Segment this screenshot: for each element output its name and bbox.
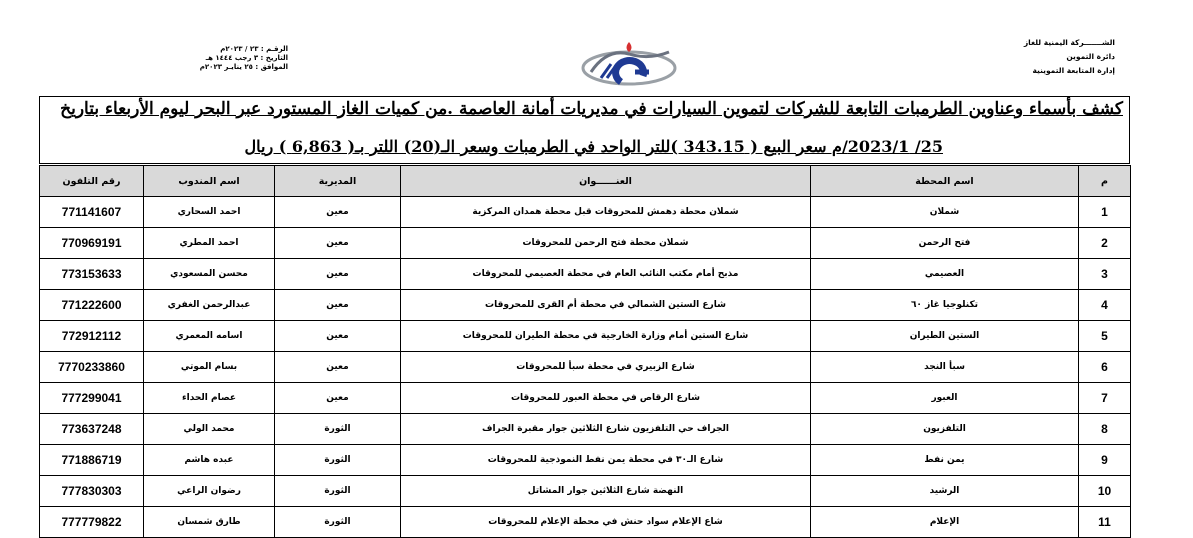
table-row: [40, 507, 1131, 538]
representative: اسامه المعمري: [144, 321, 275, 352]
row-index: 11: [1079, 507, 1131, 538]
table-row: [40, 476, 1131, 507]
table-row: [40, 383, 1131, 414]
station-name: شملان: [811, 197, 1079, 228]
station-address: شملان محطة فتح الرحمن للمحروقات: [401, 228, 811, 259]
document-title: كشف بأسماء وعناوين الطرمبات التابعة للشركات لتموين السيارات في مديريات أمانة العاصمة .من كميات الغاز المستورد عبر البحر ليوم الأربعاء بتاريخ: [60, 99, 1123, 119]
representative: عبدالرحمن الغفري: [144, 290, 275, 321]
station-name: الرشيد: [811, 476, 1079, 507]
district: الثورة: [275, 414, 401, 445]
table-row: [40, 290, 1131, 321]
table-row: [40, 259, 1131, 290]
district: الثورة: [275, 476, 401, 507]
header-representative: اسم المندوب: [144, 166, 275, 197]
stations-table: [39, 165, 1131, 538]
org-line: إدارة المتابعة التموينية: [1032, 66, 1115, 75]
station-address: شارع الـ٣٠ في محطة يمن نفط النموذجية للمحروقات: [401, 445, 811, 476]
ref-number: الرقـم : ٢٣ / ٢٠٢٣م: [220, 45, 288, 53]
representative: محمد الولي: [144, 414, 275, 445]
table-row: [40, 445, 1131, 476]
station-address: شملان محطة دهمش للمحروقات قبل محطة همدان المركزية: [401, 197, 811, 228]
district: معين: [275, 352, 401, 383]
letterhead: [0, 0, 1193, 96]
phone-number: 777830303: [40, 476, 144, 507]
station-address: شارع الزبيري في محطة سبأ للمحروقات: [401, 352, 811, 383]
station-name: تكنلوجيا غاز ٦٠: [811, 290, 1079, 321]
station-address: شارع الستين أمام وزارة الخارجية في محطة الطيران للمحروقات: [401, 321, 811, 352]
district: معين: [275, 290, 401, 321]
row-index: 7: [1079, 383, 1131, 414]
district: الثورة: [275, 445, 401, 476]
phone-number: 777299041: [40, 383, 144, 414]
phone-number: 773637248: [40, 414, 144, 445]
table-row: [40, 414, 1131, 445]
phone-number: 772912112: [40, 321, 144, 352]
district: معين: [275, 228, 401, 259]
representative: عصام الحداء: [144, 383, 275, 414]
header-phone: رقم التلفون: [40, 166, 144, 197]
station-address: مذبح أمام مكتب النائب العام في محطة العصيمي للمحروقات: [401, 259, 811, 290]
table-header-row: [40, 166, 1131, 197]
org-line: الشـــــــركة اليمنية للغاز: [1023, 38, 1115, 47]
representative: محسن المسعودي: [144, 259, 275, 290]
table-row: [40, 197, 1131, 228]
reference-block: [178, 45, 288, 72]
company-logo-icon: [577, 38, 682, 88]
table-row: [40, 228, 1131, 259]
station-name: العبور: [811, 383, 1079, 414]
header-district: المديرية: [275, 166, 401, 197]
station-name: فتح الرحمن: [811, 228, 1079, 259]
row-index: 3: [1079, 259, 1131, 290]
row-index: 5: [1079, 321, 1131, 352]
station-address: شارع الستين الشمالي في محطة أم القرى للمحروقات: [401, 290, 811, 321]
station-address: النهضة شارع الثلاثين جوار المشاتل: [401, 476, 811, 507]
district: معين: [275, 259, 401, 290]
district: معين: [275, 321, 401, 352]
row-index: 10: [1079, 476, 1131, 507]
phone-number: 771222600: [40, 290, 144, 321]
representative: بسام الموتي: [144, 352, 275, 383]
row-index: 6: [1079, 352, 1131, 383]
title-box: [39, 96, 1130, 164]
district: الثورة: [275, 507, 401, 538]
representative: احمد المطري: [144, 228, 275, 259]
row-index: 4: [1079, 290, 1131, 321]
document-subtitle: 25/ 2023/1/م سعر البيع ( 343.15 )للتر الواحد في الطرمبات وسعر الـ(20) اللتر بـ( 6,863 ) ريال: [244, 137, 943, 156]
station-name: العصيمي: [811, 259, 1079, 290]
district: معين: [275, 197, 401, 228]
row-index: 1: [1079, 197, 1131, 228]
representative: احمد السحاري: [144, 197, 275, 228]
row-index: 2: [1079, 228, 1131, 259]
station-address: الجراف حي التلفزيون شارع الثلاثين جوار مقبرة الجراف: [401, 414, 811, 445]
phone-number: 773153633: [40, 259, 144, 290]
header-address: العنــــــوان: [401, 166, 811, 197]
station-address: شارع الرقاص في محطة العبور للمحروقات: [401, 383, 811, 414]
station-name: يمن نفط: [811, 445, 1079, 476]
header-station-name: اسم المحطة: [811, 166, 1079, 197]
header-index: م: [1079, 166, 1131, 197]
organization-block: [875, 36, 1115, 78]
station-name: الستين الطيران: [811, 321, 1079, 352]
district: معين: [275, 383, 401, 414]
representative: رضوان الراعي: [144, 476, 275, 507]
station-name: سبأ النجد: [811, 352, 1079, 383]
representative: طارق شمسان: [144, 507, 275, 538]
ref-hijri-date: التاريخ : ٣ رجب ١٤٤٤ هـ: [205, 54, 288, 62]
station-name: الإعلام: [811, 507, 1079, 538]
org-line: دائرة التموين: [1066, 52, 1115, 61]
row-index: 8: [1079, 414, 1131, 445]
phone-number: 7770233860: [40, 352, 144, 383]
phone-number: 771141607: [40, 197, 144, 228]
representative: عبده هاشم: [144, 445, 275, 476]
table-row: [40, 321, 1131, 352]
phone-number: 771886719: [40, 445, 144, 476]
row-index: 9: [1079, 445, 1131, 476]
station-address: شاع الإعلام سواد حنش في محطة الإعلام للمحروقات: [401, 507, 811, 538]
phone-number: 777779822: [40, 507, 144, 538]
ref-gregorian-date: الموافق : ٢٥ ينايـر ٢٠٢٣م: [199, 63, 288, 71]
phone-number: 770969191: [40, 228, 144, 259]
table-row: [40, 352, 1131, 383]
station-name: التلفزيون: [811, 414, 1079, 445]
